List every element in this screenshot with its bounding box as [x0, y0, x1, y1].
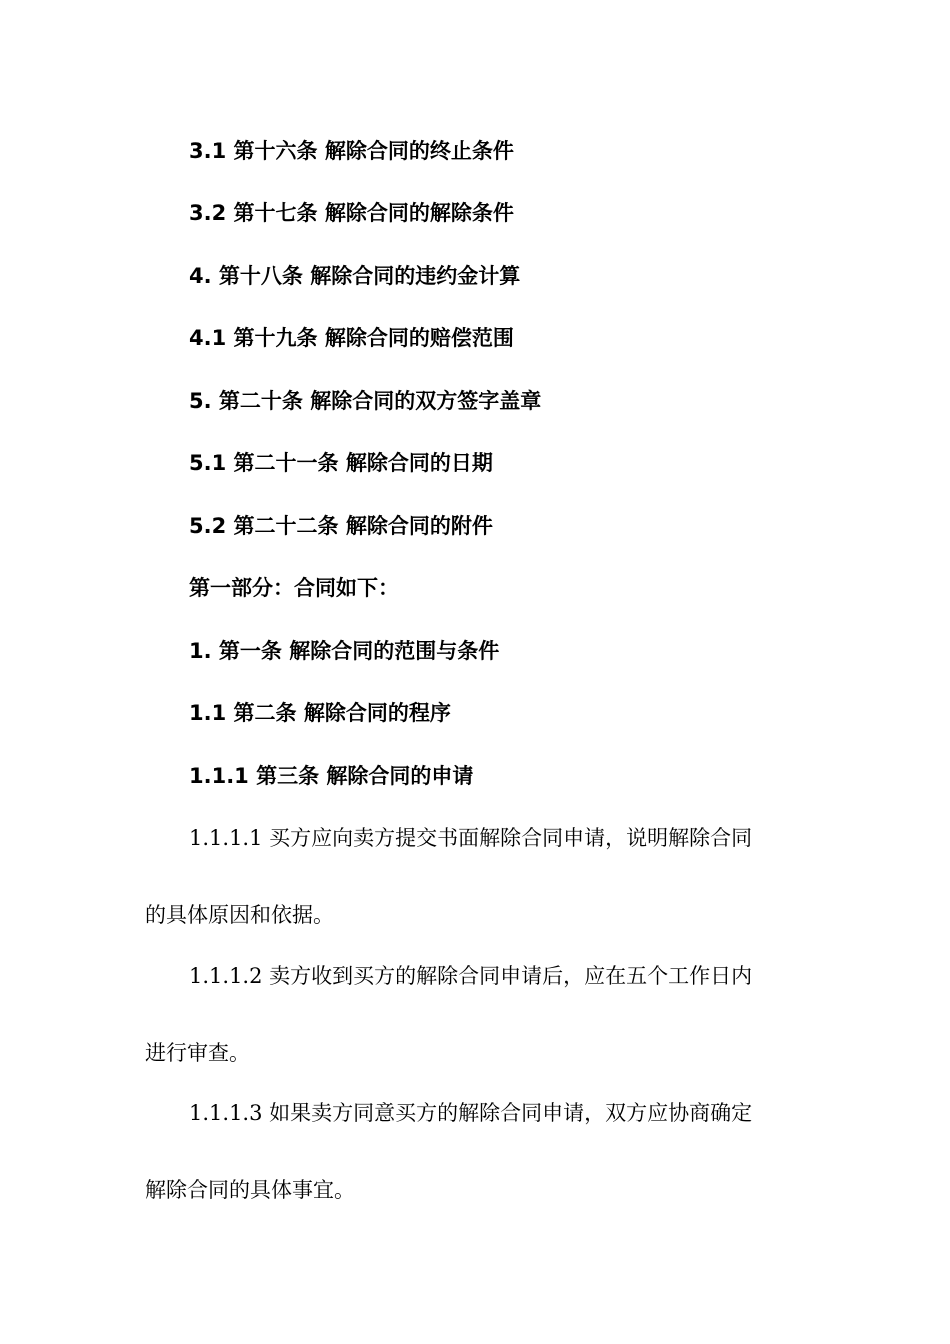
section-heading-3-1: 3.1 第十六条 解除合同的终止条件 — [189, 139, 514, 163]
section-heading-1-1: 1.1 第二条 解除合同的程序 — [189, 701, 451, 725]
clause-line: 1.1.1.1 买方应向卖方提交书面解除合同申请，说明解除合同 — [189, 826, 753, 850]
clause-line: 进行审查。 — [145, 1041, 250, 1065]
clause-line: 解除合同的具体事宜。 — [145, 1178, 355, 1202]
clause-line: 的具体原因和依据。 — [145, 903, 334, 927]
section-heading-1-1-1: 1.1.1 第三条 解除合同的申请 — [189, 764, 474, 788]
clause-paragraph-1-1-1-2 — [145, 963, 807, 1066]
section-heading-5-1: 5.1 第二十一条 解除合同的日期 — [189, 451, 493, 475]
clause-line: 1.1.1.2 卖方收到买方的解除合同申请后，应在五个工作日内 — [189, 964, 753, 988]
section-heading-4-1: 4.1 第十九条 解除合同的赔偿范围 — [189, 326, 514, 350]
section-heading-5-2: 5.2 第二十二条 解除合同的附件 — [189, 514, 493, 538]
section-heading-3-2: 3.2 第十七条 解除合同的解除条件 — [189, 201, 514, 225]
clause-paragraph-1-1-1-3 — [145, 1100, 807, 1203]
section-heading-5: 5. 第二十条 解除合同的双方签字盖章 — [189, 389, 542, 413]
part-one-heading: 第一部分：合同如下： — [189, 576, 399, 600]
section-heading-1: 1. 第一条 解除合同的范围与条件 — [189, 639, 500, 663]
clause-paragraph-1-1-1-1 — [145, 825, 807, 928]
section-heading-4: 4. 第十八条 解除合同的违约金计算 — [189, 264, 521, 288]
clause-line: 1.1.1.3 如果卖方同意买方的解除合同申请，双方应协商确定 — [189, 1101, 753, 1125]
